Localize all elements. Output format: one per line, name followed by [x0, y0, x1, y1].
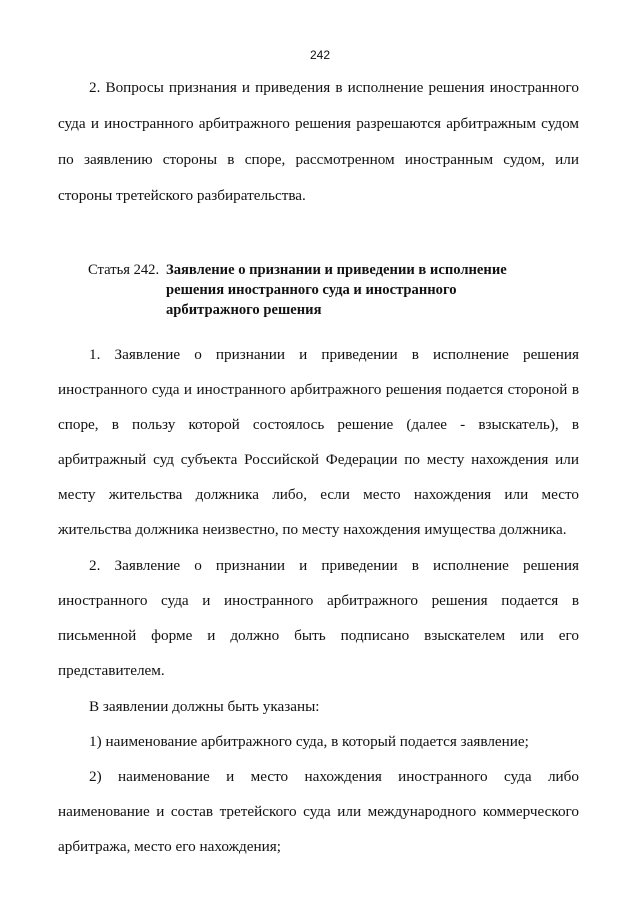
list-item: 1) наименование арбитражного суда, в который подается заявление; — [89, 733, 529, 750]
paragraph-line: 1. Заявление о признании и приведении в исполнение решения — [89, 346, 579, 363]
page-number: 242 — [309, 48, 331, 62]
paragraph-line: споре, в пользу которой состоялось решение (далее - взыскатель), в — [58, 416, 579, 433]
paragraph-line: по заявлению стороны в споре, рассмотренном иностранным судом, или — [58, 151, 579, 168]
list-item: 2) наименование и место нахождения иностранного суда либо — [89, 768, 579, 785]
paragraph-line: стороны третейского разбирательства. — [58, 187, 306, 204]
article-title — [166, 260, 566, 320]
paragraph-line: В заявлении должны быть указаны: — [89, 698, 320, 715]
paragraph-line: арбитражный суд субъекта Российской Федерации по месту нахождения или — [58, 451, 579, 468]
article-number: Статья 242. — [88, 262, 160, 278]
paragraph-line: представителем. — [58, 662, 165, 679]
paragraph-line: 2. Вопросы признания и приведения в исполнение решения иностранного — [89, 79, 579, 96]
article-title-line: Заявление о признании и приведении в исполнение — [166, 262, 507, 278]
paragraph-line: иностранного суда и иностранного арбитражного решения подается в — [58, 592, 579, 609]
paragraph-line: жительства должника неизвестно, по месту нахождения имущества должника. — [58, 521, 567, 538]
paragraph-line: иностранного суда и иностранного арбитражного решения подается стороной в — [58, 381, 579, 398]
paragraph-line: суда и иностранного арбитражного решения разрешаются арбитражным судом — [58, 115, 579, 132]
paragraph-line: 2. Заявление о признании и приведении в исполнение решения — [89, 557, 579, 574]
paragraph-line: письменной форме и должно быть подписано взыскателем или его — [58, 627, 579, 644]
paragraph-line: месту жительства должника либо, если место нахождения или место — [58, 486, 579, 503]
list-item-line: арбитража, место его нахождения; — [58, 838, 281, 855]
list-item-line: наименование и состав третейского суда или международного коммерческого — [58, 803, 579, 820]
article-title-line: арбитражного решения — [166, 302, 322, 318]
article-title-line: решения иностранного суда и иностранного — [166, 282, 457, 298]
